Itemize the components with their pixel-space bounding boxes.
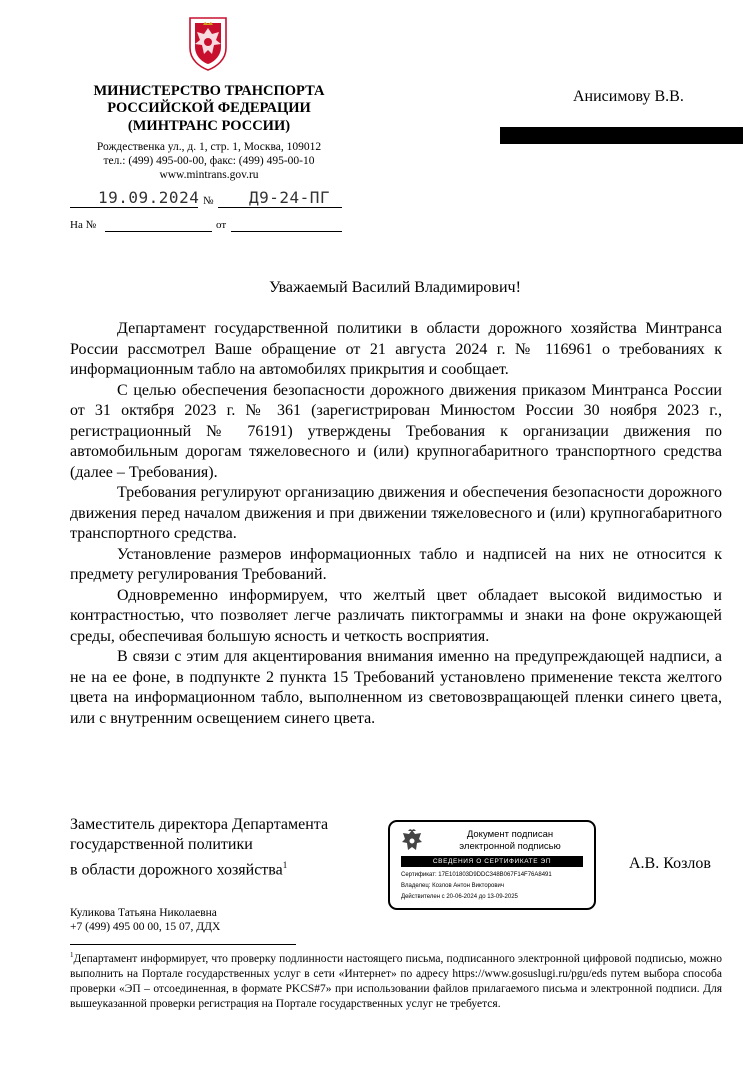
executor-info xyxy=(70,906,220,934)
certificate-owner: Владелец: Козлов Антон Викторович xyxy=(401,883,505,889)
footnote-text: Департамент информирует, что проверку подлинности настоящего письма, подписанного электронной цифровой подписью, можно выполнить на Портале государственных услуг в сети «Интернет» по адресу https://www.gosuslugi.ru/pgu/eds путем выбора способа проверки «ЭП – отсоединенная, в формате PKCS#7» при использовании файлов прилагаемого письма и электронной подписи. Для вышеуказанной проверки регистрация на Портале государственных услуг не требуется. xyxy=(70,952,722,1010)
stamp-title xyxy=(430,829,590,853)
reply-to-label: На № xyxy=(70,219,97,231)
number-sign: № xyxy=(203,195,214,207)
signatory-name: А.В. Козлов xyxy=(629,855,711,872)
executor-phone: +7 (499) 495 00 00, 15 07, ДДХ xyxy=(70,921,221,933)
reply-from-label: от xyxy=(216,219,227,231)
electronic-signature-stamp xyxy=(388,820,596,910)
redacted-address xyxy=(500,127,743,144)
signatory-title-line1: Заместитель директора Департамента xyxy=(70,816,329,833)
body-paragraph: Департамент государственной политики в области дорожного хозяйства Минтранса России рассмотрел Ваше обращение от 21 августа 2024 г. № 116961 о требованиях к информационным табло на автомобилях прикрытия и сообщает. xyxy=(70,320,722,378)
ministry-abbreviation: (МИНТРАНС РОССИИ) xyxy=(127,118,291,134)
document-number: Д9-24-ПГ xyxy=(249,188,331,207)
number-underline xyxy=(218,207,342,208)
signatory-title-line3: в области дорожного хозяйства xyxy=(70,861,283,879)
footnote xyxy=(70,948,722,1012)
ministry-website: www.mintrans.gov.ru xyxy=(159,169,259,181)
signatory-title xyxy=(70,815,328,880)
document-date: 19.09.2024 xyxy=(98,188,200,207)
russian-coat-of-arms-icon xyxy=(186,14,230,72)
body-paragraph: Требования регулируют организацию движения и обеспечения безопасности дорожного движения перед началом движения и при движении тяжеловесного и (или) крупногабаритного транспортного средства. xyxy=(70,484,722,542)
ministry-name-line2: РОССИЙСКОЙ ФЕДЕРАЦИИ xyxy=(107,100,311,116)
salutation: Уважаемый Василий Владимирович! xyxy=(269,279,521,296)
footnote-divider xyxy=(70,944,296,945)
ministry-phones: тел.: (499) 495-00-00, факс: (499) 495-00-10 xyxy=(103,155,315,167)
coat-of-arms-icon xyxy=(401,828,423,855)
recipient-name: Анисимову В.В. xyxy=(573,88,684,105)
reply-from-underline xyxy=(231,231,342,232)
body-paragraph: В связи с этим для акцентирования внимания именно на предупреждающей надписи, а не на ее фоне, в подпункте 2 пункта 15 Требований установлено применение текста желтого цвета на информационном табло, выполненном из световозвращающей пленки синего цвета, или с внутренним освещением синего цвета. xyxy=(70,648,722,727)
certificate-number: Сертификат: 17E101803D9DDC348B067F14F76A8491 xyxy=(401,872,552,878)
letter-body xyxy=(70,319,722,729)
body-paragraph: Одновременно информируем, что желтый цвет обладает высокой видимостью и контрастностью, что позволяет легче различать пиктограммы и знаки на фоне окружающей среды, обеспечивая большую ясность и четкость восприятия. xyxy=(70,586,722,645)
certificate-validity: Действителен с 20-06-2024 до 13-09-2025 xyxy=(401,894,518,900)
ministry-name-line1: МИНИСТЕРСТВО ТРАНСПОРТА xyxy=(93,83,325,99)
date-underline xyxy=(70,207,198,208)
reply-to-underline xyxy=(105,231,212,232)
stamp-title-line1: Документ подписан xyxy=(466,829,554,840)
footnote-marker: 1 xyxy=(282,860,288,870)
footnote-mark: 1 xyxy=(70,951,74,959)
body-paragraph: Установление размеров информационных табло и надписей на них не относится к предмету регулирования Требований. xyxy=(70,545,722,583)
stamp-title-line2: электронной подписью xyxy=(459,841,561,852)
certificate-info-bar: СВЕДЕНИЯ О СЕРТИФИКАТЕ ЭП xyxy=(401,856,583,867)
executor-name: Куликова Татьяна Николаевна xyxy=(70,907,217,919)
body-paragraph: С целью обеспечения безопасности дорожного движения приказом Минтранса России от 31 октября 2023 г. № 361 (зарегистрирован Минюстом России 30 ноября 2023 г., регистрационный № 76191) утверждены Требования к организации движения по автомобильным дорогам тяжеловесного и (или) крупногабаритного транспортного средства (далее – Требования). xyxy=(70,381,722,481)
signatory-title-line2: государственной политики xyxy=(70,836,253,853)
ministry-address: Рождественка ул., д. 1, стр. 1, Москва, 109012 xyxy=(96,141,322,153)
